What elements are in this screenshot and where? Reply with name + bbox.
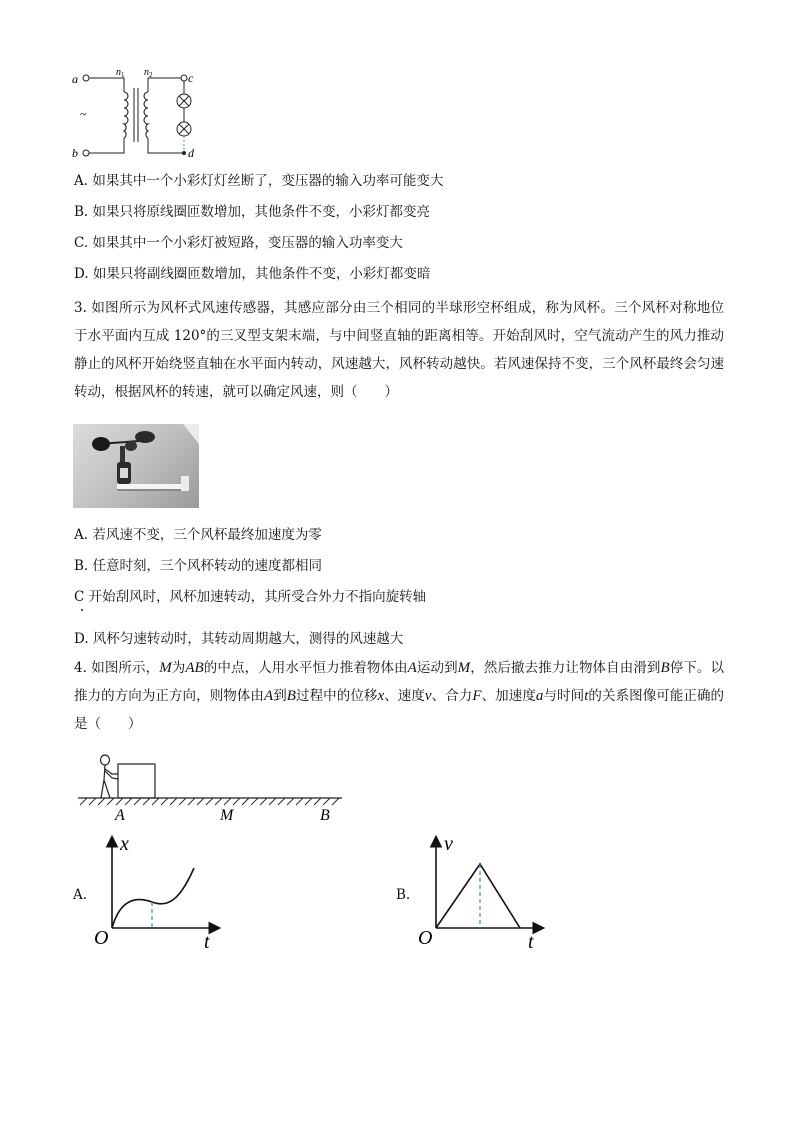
terminal-a-node — [83, 75, 89, 81]
secondary-wire-top — [148, 78, 181, 92]
graph-a-option-label: A. — [73, 887, 88, 903]
ac-source-symbol: ~ — [80, 107, 87, 121]
terminal-a-label: a — [72, 72, 78, 86]
q3-option-b: B. 任意时刻，三个风杯转动的速度都相同 — [74, 558, 323, 574]
ground-hatching — [80, 798, 339, 805]
lamp-1-icon — [177, 94, 191, 108]
terminal-c-label: c — [188, 71, 194, 85]
terminal-b-node — [83, 150, 89, 156]
q3-option-d: D. 风杯匀速转动时，其转动周期越大，测得的风速越大 — [74, 631, 404, 647]
terminal-d-label: d — [188, 146, 194, 160]
graph-b-xlabel: t — [528, 931, 534, 952]
graph-b-triangle-curve — [436, 864, 520, 928]
anemometer-photo — [73, 424, 199, 508]
primary-wire-bottom — [89, 138, 124, 153]
q4-stem: 4. 如图所示，M为AB的中点，人用水平恒力推着物体由A运动到M，然后撤去推力让物体自由滑到B停下。以推力的方向为正方向，则物体由A到B过程中的位移x、速度v、合力F、加速度a与时间t的关系图像可能正确的是（ ） — [74, 660, 725, 732]
n2-label: $n_2$ — [144, 67, 153, 79]
person-pushing-icon — [101, 755, 119, 798]
pushed-box — [118, 764, 155, 798]
graph-b-origin: O — [418, 927, 433, 949]
graph-b-option-label: B. — [396, 887, 411, 903]
q3-stem: 3. 如图所示为风杯式风速传感器，其感应部分由三个相同的半球形空杯组成，称为风杯。三个风杯对称地位于水平面内互成 120°的三叉型支架末端，与中间竖直轴的距离相等。开始刮风时，空气流动产生的风力推动静止的风杯开始绕竖直轴在水平面内转动，风速越大，风杯转动越快。若风速保持不变，三个风杯最终会匀速转动，根据风杯的转速，就可以确定风速，则（ ） — [74, 300, 724, 400]
q2-option-d: D. 如果只将副线圈匝数增加，其他条件不变，小彩灯都变暗 — [74, 266, 431, 282]
q2-option-b: B. 如果只将原线圈匝数增加，其他条件不变，小彩灯都变亮 — [74, 204, 431, 220]
terminal-b-label: b — [72, 146, 78, 160]
primary-wire-top — [89, 78, 124, 92]
secondary-coil — [144, 92, 148, 138]
secondary-wire-bottom — [148, 138, 182, 153]
graph-a-ylabel: x — [120, 833, 129, 855]
n1-label: $n_1$ — [116, 67, 125, 79]
terminal-d-node — [182, 151, 186, 155]
point-m-label: M — [220, 807, 234, 824]
primary-coil — [124, 92, 128, 138]
q2-option-a: A. 如果其中一个小彩灯灯丝断了，变压器的输入功率可能变大 — [74, 173, 444, 189]
graph-b-vt — [414, 830, 549, 952]
point-b-label: B — [320, 807, 330, 824]
q3-option-a: A. 若风速不变，三个风杯最终加速度为零 — [74, 527, 322, 543]
transformer-circuit-figure — [70, 62, 210, 162]
q3-option-c: C 开始刮风时，风杯加速转动，其所受合外力不指向旋转轴 — [74, 589, 427, 605]
graph-a-origin: O — [94, 927, 109, 949]
stray-dot — [81, 609, 83, 611]
q2-option-c: C. 如果其中一个小彩灯被短路，变压器的输入功率变大 — [74, 235, 403, 251]
graph-b-ylabel: v — [444, 833, 453, 855]
terminal-c-node — [181, 75, 187, 81]
graph-a-curve — [112, 868, 194, 928]
lamp-2-icon — [177, 122, 191, 136]
graph-a-xlabel: t — [204, 931, 210, 952]
pushing-scene-figure — [72, 752, 352, 827]
point-a-label: A — [115, 807, 125, 824]
graph-a-xt — [90, 830, 225, 952]
